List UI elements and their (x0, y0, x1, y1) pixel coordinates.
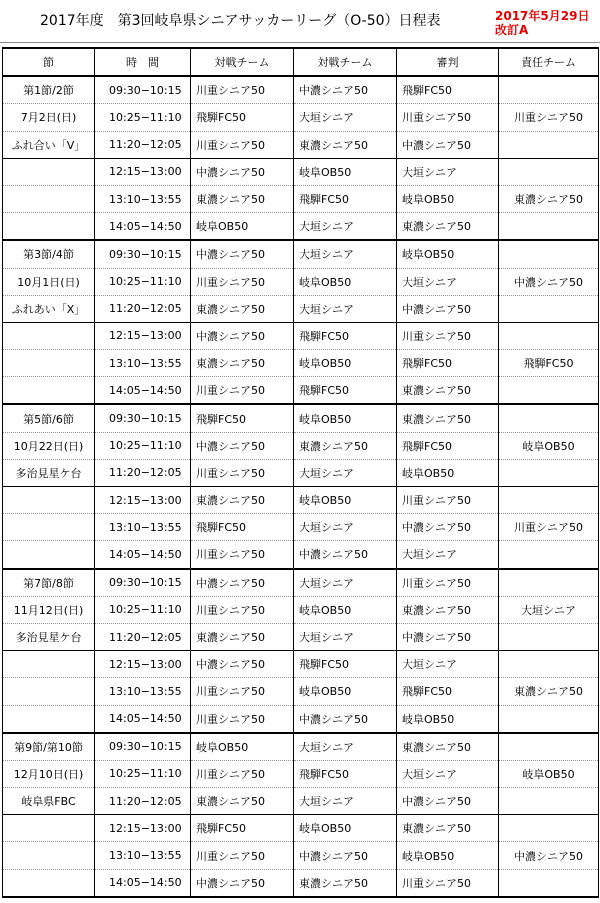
referee-cell: 岐阜OB50 (397, 705, 499, 733)
responsible-cell: 岐阜OB50 (499, 760, 599, 787)
section-cell: 10月1日(日) (3, 268, 95, 295)
team1-cell: 中濃シニア50 (191, 569, 294, 597)
table-row (3, 651, 599, 678)
section-cell: ふれあい「X」 (3, 295, 95, 322)
team2-cell: 岐阜OB50 (294, 350, 397, 377)
referee-cell: 岐阜OB50 (397, 185, 499, 212)
team2-cell: 大垣シニア (294, 733, 397, 761)
responsible-cell (499, 459, 599, 486)
section-cell (3, 541, 95, 569)
team1-cell: 川重シニア50 (191, 596, 294, 623)
team2-cell: 岐阜OB50 (294, 487, 397, 514)
table-row (3, 76, 599, 104)
section-cell: 第1節/2節 (3, 76, 95, 104)
team2-cell: 大垣シニア (294, 295, 397, 322)
team1-cell: 飛騨FC50 (191, 514, 294, 541)
referee-cell: 東濃シニア50 (397, 213, 499, 241)
responsible-cell (499, 295, 599, 322)
responsible-cell: 東濃シニア50 (499, 678, 599, 705)
table-row (3, 158, 599, 185)
time-cell: 13:10−13:55 (95, 842, 191, 869)
column-header-team2: 対戦チーム (294, 48, 397, 76)
time-cell: 09:30−10:15 (95, 404, 191, 432)
revision-date: 2017年5月29日 (495, 9, 590, 23)
column-header-responsible: 責任チーム (499, 48, 599, 76)
team1-cell: 川重シニア50 (191, 705, 294, 733)
time-cell: 12:15−13:00 (95, 158, 191, 185)
time-cell: 11:20−12:05 (95, 623, 191, 650)
responsible-cell: 中濃シニア50 (499, 842, 599, 869)
referee-cell: 中濃シニア50 (397, 788, 499, 815)
team1-cell: 川重シニア50 (191, 541, 294, 569)
revision-stamp (495, 9, 589, 37)
time-cell: 12:15−13:00 (95, 815, 191, 842)
referee-cell: 東濃シニア50 (397, 733, 499, 761)
team2-cell: 大垣シニア (294, 623, 397, 650)
time-cell: 11:20−12:05 (95, 788, 191, 815)
table-row (3, 733, 599, 761)
time-cell: 10:25−11:10 (95, 104, 191, 131)
time-cell: 10:25−11:10 (95, 596, 191, 623)
responsible-cell: 中濃シニア50 (499, 268, 599, 295)
table-row (3, 788, 599, 815)
section-cell (3, 213, 95, 241)
title-divider (0, 42, 600, 43)
referee-cell: 川重シニア50 (397, 569, 499, 597)
responsible-cell (499, 815, 599, 842)
team2-cell: 大垣シニア (294, 788, 397, 815)
time-cell: 11:20−12:05 (95, 295, 191, 322)
responsible-cell (499, 213, 599, 241)
referee-cell: 中濃シニア50 (397, 514, 499, 541)
schedule-table (2, 47, 599, 898)
time-cell: 11:20−12:05 (95, 459, 191, 486)
table-row (3, 268, 599, 295)
section-cell (3, 322, 95, 349)
time-cell: 09:30−10:15 (95, 733, 191, 761)
referee-cell: 大垣シニア (397, 158, 499, 185)
team1-cell: 中濃シニア50 (191, 322, 294, 349)
referee-cell: 岐阜OB50 (397, 459, 499, 486)
table-row (3, 322, 599, 349)
responsible-cell (499, 869, 599, 897)
section-cell (3, 377, 95, 405)
referee-cell: 大垣シニア (397, 760, 499, 787)
referee-cell: 東濃シニア50 (397, 596, 499, 623)
section-cell (3, 651, 95, 678)
time-cell: 12:15−13:00 (95, 651, 191, 678)
team2-cell: 岐阜OB50 (294, 596, 397, 623)
team1-cell: 東濃シニア50 (191, 623, 294, 650)
referee-cell: 岐阜OB50 (397, 842, 499, 869)
team2-cell: 岐阜OB50 (294, 268, 397, 295)
column-header-time: 時 間 (95, 48, 191, 76)
team1-cell: 岐阜OB50 (191, 733, 294, 761)
team1-cell: 中濃シニア50 (191, 432, 294, 459)
team1-cell: 川重シニア50 (191, 459, 294, 486)
time-cell: 13:10−13:55 (95, 514, 191, 541)
team1-cell: 東濃シニア50 (191, 350, 294, 377)
team1-cell: 川重シニア50 (191, 268, 294, 295)
responsible-cell (499, 705, 599, 733)
team1-cell: 川重シニア50 (191, 131, 294, 158)
section-cell: 7月2日(日) (3, 104, 95, 131)
table-row (3, 869, 599, 897)
section-cell: ふれ合い「V」 (3, 131, 95, 158)
team1-cell: 飛騨FC50 (191, 404, 294, 432)
section-cell: 岐阜県FBC (3, 788, 95, 815)
time-cell: 12:15−13:00 (95, 487, 191, 514)
referee-cell: 東濃シニア50 (397, 377, 499, 405)
table-row (3, 541, 599, 569)
referee-cell: 川重シニア50 (397, 322, 499, 349)
table-row (3, 185, 599, 212)
team2-cell: 中濃シニア50 (294, 76, 397, 104)
team2-cell: 中濃シニア50 (294, 541, 397, 569)
section-cell (3, 815, 95, 842)
time-cell: 11:20−12:05 (95, 131, 191, 158)
time-cell: 13:10−13:55 (95, 185, 191, 212)
table-row (3, 104, 599, 131)
team2-cell: 大垣シニア (294, 514, 397, 541)
referee-cell: 飛騨FC50 (397, 432, 499, 459)
time-cell: 14:05−14:50 (95, 541, 191, 569)
table-header-row (3, 48, 599, 76)
table-row (3, 842, 599, 869)
referee-cell: 飛騨FC50 (397, 76, 499, 104)
table-row (3, 240, 599, 268)
responsible-cell (499, 541, 599, 569)
page-title: 2017年度 第3回岐阜県シニアサッカーリーグ（O-50）日程表 (40, 13, 441, 29)
time-cell: 10:25−11:10 (95, 432, 191, 459)
responsible-cell (499, 322, 599, 349)
team1-cell: 中濃シニア50 (191, 869, 294, 897)
team2-cell: 飛騨FC50 (294, 322, 397, 349)
section-cell (3, 158, 95, 185)
team1-cell: 川重シニア50 (191, 760, 294, 787)
responsible-cell: 飛騨FC50 (499, 350, 599, 377)
team1-cell: 東濃シニア50 (191, 295, 294, 322)
team2-cell: 岐阜OB50 (294, 678, 397, 705)
team1-cell: 飛騨FC50 (191, 104, 294, 131)
time-cell: 14:05−14:50 (95, 377, 191, 405)
section-cell (3, 514, 95, 541)
time-cell: 09:30−10:15 (95, 240, 191, 268)
section-cell: 12月10日(日) (3, 760, 95, 787)
team2-cell: 中濃シニア50 (294, 705, 397, 733)
time-cell: 10:25−11:10 (95, 760, 191, 787)
table-row (3, 131, 599, 158)
referee-cell: 東濃シニア50 (397, 815, 499, 842)
team2-cell: 飛騨FC50 (294, 651, 397, 678)
referee-cell: 大垣シニア (397, 268, 499, 295)
section-cell (3, 678, 95, 705)
time-cell: 14:05−14:50 (95, 869, 191, 897)
team1-cell: 川重シニア50 (191, 842, 294, 869)
team2-cell: 東濃シニア50 (294, 869, 397, 897)
responsible-cell: 川重シニア50 (499, 104, 599, 131)
team1-cell: 岐阜OB50 (191, 213, 294, 241)
referee-cell: 飛騨FC50 (397, 678, 499, 705)
team2-cell: 岐阜OB50 (294, 158, 397, 185)
team2-cell: 大垣シニア (294, 213, 397, 241)
team1-cell: 中濃シニア50 (191, 651, 294, 678)
table-row (3, 596, 599, 623)
section-cell: 10月22日(日) (3, 432, 95, 459)
revision-note: 改訂A (495, 23, 529, 37)
schedule-body (3, 76, 599, 897)
team1-cell: 飛騨FC50 (191, 815, 294, 842)
referee-cell: 川重シニア50 (397, 104, 499, 131)
referee-cell: 川重シニア50 (397, 869, 499, 897)
time-cell: 13:10−13:55 (95, 350, 191, 377)
team2-cell: 岐阜OB50 (294, 404, 397, 432)
column-header-team1: 対戦チーム (191, 48, 294, 76)
referee-cell: 東濃シニア50 (397, 404, 499, 432)
time-cell: 10:25−11:10 (95, 268, 191, 295)
referee-cell: 飛騨FC50 (397, 350, 499, 377)
table-row (3, 213, 599, 241)
team1-cell: 川重シニア50 (191, 678, 294, 705)
table-row (3, 432, 599, 459)
responsible-cell (499, 487, 599, 514)
table-row (3, 514, 599, 541)
responsible-cell: 岐阜OB50 (499, 432, 599, 459)
table-row (3, 815, 599, 842)
team2-cell: 大垣シニア (294, 459, 397, 486)
responsible-cell (499, 158, 599, 185)
time-cell: 14:05−14:50 (95, 705, 191, 733)
column-header-referee: 審判 (397, 48, 499, 76)
time-cell: 14:05−14:50 (95, 213, 191, 241)
table-row (3, 569, 599, 597)
team2-cell: 飛騨FC50 (294, 377, 397, 405)
time-cell: 09:30−10:15 (95, 76, 191, 104)
team1-cell: 中濃シニア50 (191, 240, 294, 268)
section-cell (3, 487, 95, 514)
responsible-cell (499, 788, 599, 815)
section-cell (3, 185, 95, 212)
referee-cell: 岐阜OB50 (397, 240, 499, 268)
team1-cell: 川重シニア50 (191, 76, 294, 104)
team2-cell: 飛騨FC50 (294, 185, 397, 212)
table-row (3, 760, 599, 787)
responsible-cell (499, 733, 599, 761)
team1-cell: 川重シニア50 (191, 377, 294, 405)
team2-cell: 飛騨FC50 (294, 760, 397, 787)
section-cell: 第9節/第10節 (3, 733, 95, 761)
team2-cell: 岐阜OB50 (294, 815, 397, 842)
team1-cell: 東濃シニア50 (191, 487, 294, 514)
table-row (3, 487, 599, 514)
table-row (3, 295, 599, 322)
team2-cell: 大垣シニア (294, 240, 397, 268)
team1-cell: 東濃シニア50 (191, 185, 294, 212)
time-cell: 09:30−10:15 (95, 569, 191, 597)
team2-cell: 中濃シニア50 (294, 842, 397, 869)
section-cell: 11月12日(日) (3, 596, 95, 623)
table-row (3, 623, 599, 650)
team1-cell: 中濃シニア50 (191, 158, 294, 185)
responsible-cell: 東濃シニア50 (499, 185, 599, 212)
responsible-cell (499, 623, 599, 650)
referee-cell: 川重シニア50 (397, 487, 499, 514)
referee-cell: 中濃シニア50 (397, 623, 499, 650)
time-cell: 12:15−13:00 (95, 322, 191, 349)
table-row (3, 404, 599, 432)
referee-cell: 大垣シニア (397, 651, 499, 678)
section-cell (3, 350, 95, 377)
section-cell (3, 869, 95, 897)
responsible-cell (499, 404, 599, 432)
section-cell: 第3節/4節 (3, 240, 95, 268)
section-cell (3, 705, 95, 733)
responsible-cell (499, 651, 599, 678)
referee-cell: 大垣シニア (397, 541, 499, 569)
table-row (3, 377, 599, 405)
responsible-cell (499, 377, 599, 405)
table-row (3, 678, 599, 705)
referee-cell: 中濃シニア50 (397, 131, 499, 158)
team2-cell: 東濃シニア50 (294, 131, 397, 158)
responsible-cell: 川重シニア50 (499, 514, 599, 541)
table-row (3, 459, 599, 486)
team1-cell: 東濃シニア50 (191, 788, 294, 815)
responsible-cell (499, 131, 599, 158)
section-cell: 多治見星ケ台 (3, 459, 95, 486)
column-header-section: 節 (3, 48, 95, 76)
responsible-cell (499, 240, 599, 268)
section-cell: 第5節/6節 (3, 404, 95, 432)
section-cell (3, 842, 95, 869)
section-cell: 多治見星ケ台 (3, 623, 95, 650)
responsible-cell (499, 76, 599, 104)
referee-cell: 中濃シニア50 (397, 295, 499, 322)
team2-cell: 大垣シニア (294, 104, 397, 131)
team2-cell: 東濃シニア50 (294, 432, 397, 459)
time-cell: 13:10−13:55 (95, 678, 191, 705)
team2-cell: 大垣シニア (294, 569, 397, 597)
table-row (3, 350, 599, 377)
section-cell: 第7節/8節 (3, 569, 95, 597)
responsible-cell (499, 569, 599, 597)
responsible-cell: 大垣シニア (499, 596, 599, 623)
table-row (3, 705, 599, 733)
